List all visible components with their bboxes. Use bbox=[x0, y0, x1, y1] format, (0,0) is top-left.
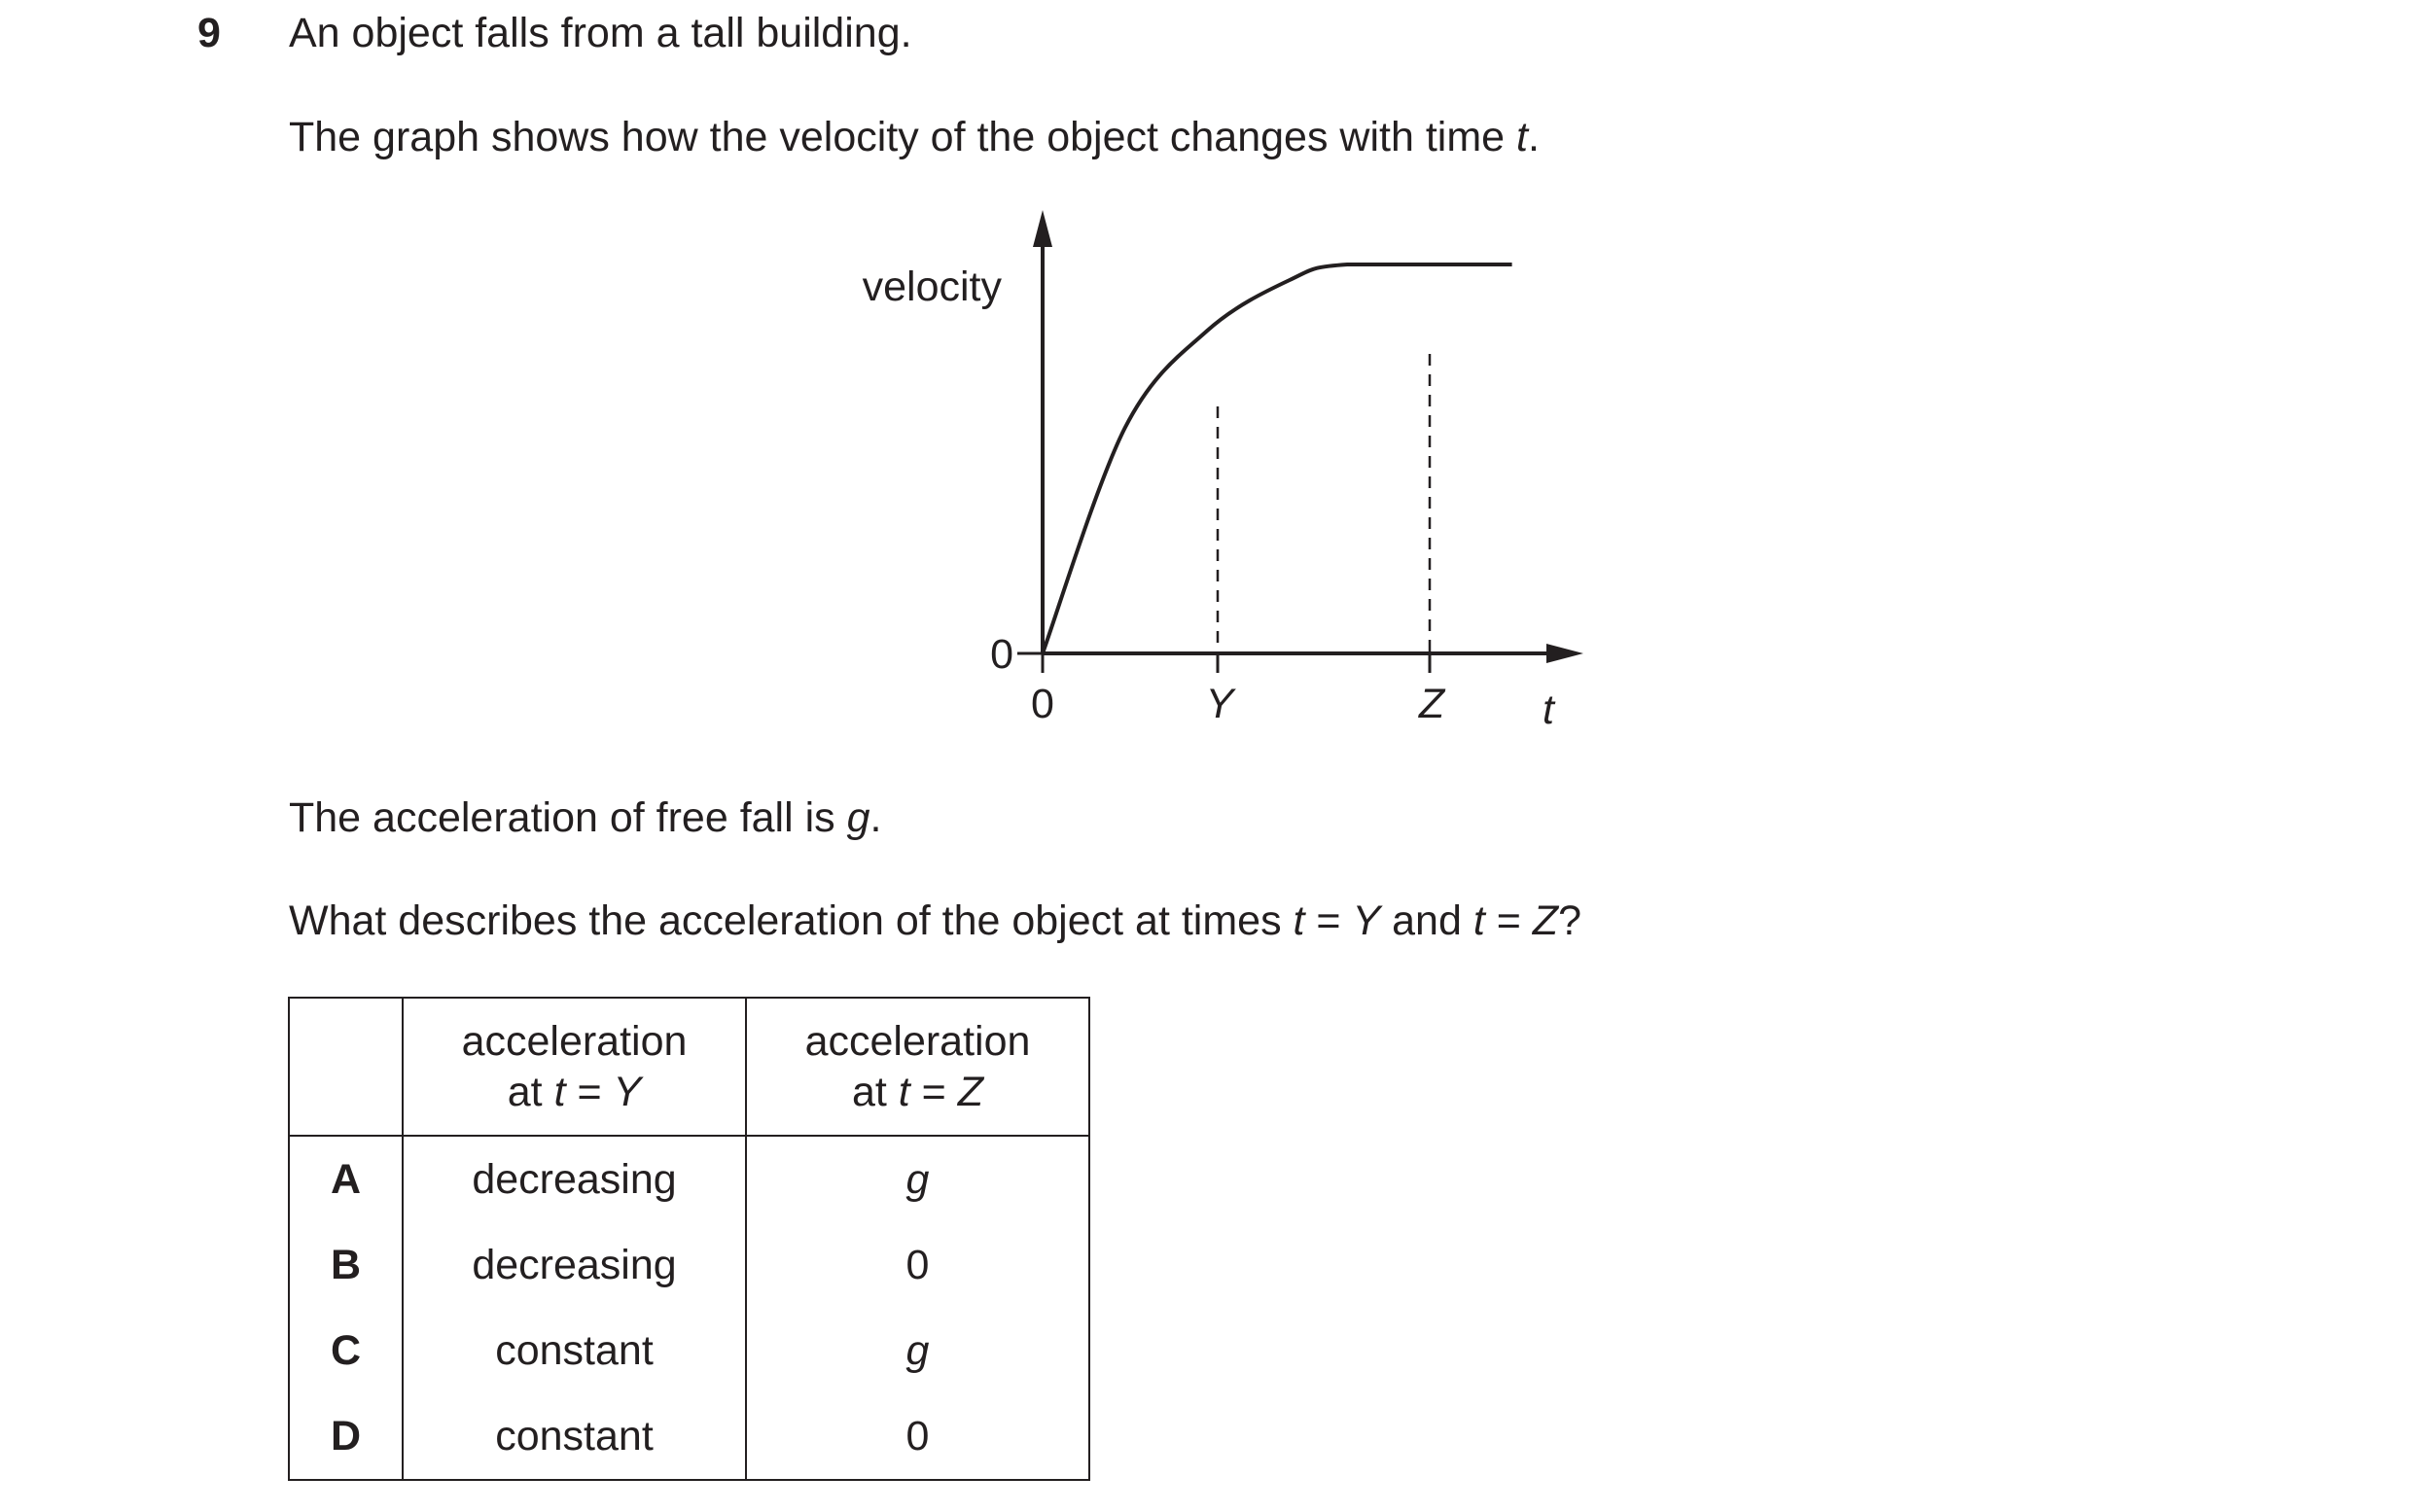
option-letter[interactable]: D bbox=[289, 1393, 403, 1480]
prompt-and: and bbox=[1380, 897, 1473, 944]
header-z-line2 bbox=[747, 1067, 1088, 1117]
free-fall-end: . bbox=[869, 794, 882, 841]
x-axis-label: t bbox=[1543, 686, 1554, 733]
header-empty-cell bbox=[289, 998, 403, 1136]
header-y-t: t bbox=[553, 1069, 566, 1115]
x-tick-label-y: Y bbox=[1205, 681, 1234, 727]
option-row-c[interactable] bbox=[289, 1308, 1089, 1393]
option-letter[interactable]: B bbox=[289, 1222, 403, 1308]
option-row-d[interactable] bbox=[289, 1393, 1089, 1480]
graph-description-text: The graph shows how the velocity of the object changes with time bbox=[289, 114, 1517, 160]
option-accel-y: decreasing bbox=[403, 1222, 746, 1308]
option-accel-z: 0 bbox=[746, 1222, 1089, 1308]
free-fall-text: The acceleration of free fall is bbox=[289, 794, 847, 841]
velocity-curve bbox=[1043, 264, 1512, 653]
header-z-at: at bbox=[851, 1069, 899, 1115]
header-acceleration-y bbox=[403, 998, 746, 1136]
header-z-eq: = bbox=[909, 1069, 958, 1115]
option-accel-y: decreasing bbox=[403, 1136, 746, 1222]
option-letter[interactable]: C bbox=[289, 1308, 403, 1393]
question-number: 9 bbox=[197, 10, 221, 56]
header-y-eq: = bbox=[565, 1069, 614, 1115]
free-fall-var: g bbox=[846, 794, 870, 841]
prompt-part-a: What describes the acceleration of the object at times bbox=[289, 897, 1294, 944]
header-y-var: Y bbox=[613, 1069, 642, 1115]
prompt-var-y: Y bbox=[1352, 897, 1381, 944]
header-y-at: at bbox=[507, 1069, 554, 1115]
prompt-var-z: Z bbox=[1532, 897, 1559, 944]
table-header-row bbox=[289, 998, 1089, 1136]
option-accel-z: g bbox=[746, 1136, 1089, 1222]
answer-options-table bbox=[288, 997, 1090, 1481]
header-acceleration-z bbox=[746, 998, 1089, 1136]
option-accel-y: constant bbox=[403, 1393, 746, 1480]
option-row-a[interactable] bbox=[289, 1136, 1089, 1222]
question-prompt bbox=[289, 892, 1581, 950]
header-z-line1: acceleration bbox=[804, 1018, 1031, 1065]
free-fall-statement bbox=[289, 789, 882, 847]
option-accel-y: constant bbox=[403, 1308, 746, 1393]
x-axis-arrow bbox=[1546, 644, 1583, 663]
option-row-b[interactable] bbox=[289, 1222, 1089, 1308]
option-letter[interactable]: A bbox=[289, 1136, 403, 1222]
header-y-line2 bbox=[404, 1067, 745, 1117]
header-z-t: t bbox=[898, 1069, 910, 1115]
header-z-var: Z bbox=[957, 1069, 984, 1115]
y-axis-arrow bbox=[1033, 210, 1052, 247]
prompt-end: ? bbox=[1558, 897, 1581, 944]
prompt-var-t1: t bbox=[1293, 897, 1305, 944]
header-y-line1: acceleration bbox=[461, 1018, 688, 1065]
graph-description-var: t bbox=[1516, 114, 1528, 160]
x-tick-label-0: 0 bbox=[1031, 681, 1054, 727]
y-origin-label: 0 bbox=[990, 631, 1013, 678]
y-axis-label: velocity bbox=[862, 264, 1002, 310]
question-intro: An object falls from a tall building. bbox=[289, 10, 912, 56]
prompt-var-t2: t bbox=[1472, 897, 1485, 944]
option-accel-z: g bbox=[746, 1308, 1089, 1393]
option-accel-z: 0 bbox=[746, 1393, 1089, 1480]
prompt-eq-2: = bbox=[1484, 897, 1533, 944]
prompt-eq-1: = bbox=[1304, 897, 1353, 944]
x-tick-label-z: Z bbox=[1418, 681, 1445, 727]
graph-description-end: . bbox=[1527, 114, 1540, 160]
